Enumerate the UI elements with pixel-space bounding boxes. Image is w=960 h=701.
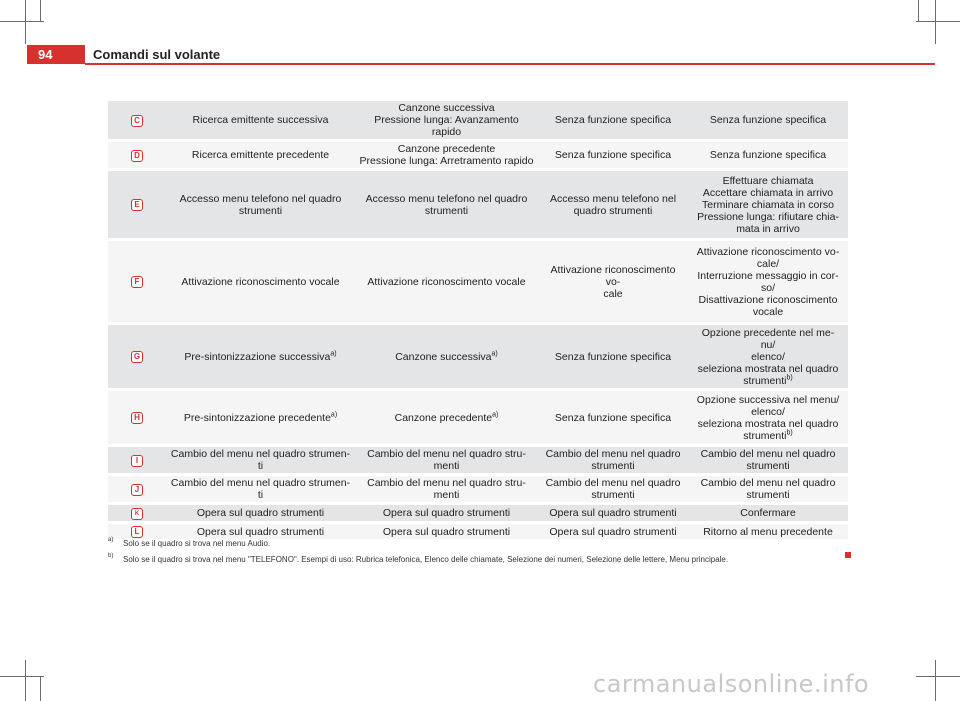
crop-mark [916,676,960,677]
page-number-box [27,45,85,64]
table-cell: Cambio del menu nel quadro stru- menti [355,447,538,476]
table-cell: Accesso menu telefono nel quadro strumenti [538,171,688,241]
table-cell: Ritorno al menu precedente [688,524,848,542]
table-cell: Pre-sintonizzazione precedente$^{a)}$ [166,391,355,447]
table-cell: Confermare [688,505,848,524]
control-key-badge: C [131,115,143,127]
page-number: 94 [38,47,53,62]
footnote-text: Solo se il quadro si trova nel menu Audio. [123,539,271,548]
table-cell: Accesso menu telefono nel quadro strumenti [166,171,355,241]
table-cell: Cambio del menu nel quadro strumen- ti [166,476,355,505]
crop-mark [0,676,44,677]
table-cell: Cambio del menu nel quadro strumenti [688,476,848,505]
table-cell: Cambio del menu nel quadro strumen- ti [166,447,355,476]
control-key-badge: K [131,508,143,520]
section-end-marker [845,552,851,558]
table-cell: Senza funzione specifica [688,101,848,142]
table-cell: Opera sul quadro strumenti [355,524,538,542]
table-cell: Attivazione riconoscimento vocale [355,241,538,325]
table-row [108,447,848,476]
table-cell: Opera sul quadro strumenti [538,505,688,524]
controls-table [108,101,848,542]
control-key-badge: J [131,484,143,496]
table-row [108,101,848,142]
table-row [108,171,848,241]
table-row [108,505,848,524]
footnote-mark: a) [108,537,114,543]
table-row [108,391,848,447]
control-key-badge: I [131,455,143,467]
crop-mark [40,676,41,701]
table-cell: Accesso menu telefono nel quadro strumenti [355,171,538,241]
crop-mark [935,0,936,44]
table-cell: Effettuare chiamata Accettare chiamata in arrivo Terminare chiamata in corso Pressione lunga: rifiutare chia- mata in arrivo [688,171,848,241]
table-cell: Senza funzione specifica [538,142,688,171]
table-cell: Attivazione riconoscimento vo- cale [538,241,688,325]
table-cell: Pre-sintonizzazione successiva$^{a)}$ [166,325,355,391]
table-cell: Canzone precedente$^{a)}$ [355,391,538,447]
control-key-badge: E [131,199,143,211]
table-cell: Canzone successiva$^{a)}$ [355,325,538,391]
table-cell: Ricerca emittente successiva [166,101,355,142]
table-cell: Canzone successiva Pressione lunga: Avanzamento rapido [355,101,538,142]
crop-mark [916,21,960,22]
table-cell: Senza funzione specifica [538,391,688,447]
table-cell: Senza funzione specifica [688,142,848,171]
table-row [108,142,848,171]
table-cell: Opzione precedente nel me- nu/ elenco/ seleziona mostrata nel quadro strumenti$^{b)}$ [688,325,848,391]
control-key-badge: L [131,526,143,538]
control-key-badge: D [131,150,143,162]
page-title: Comandi sul volante [93,47,221,62]
crop-mark [935,660,936,701]
table-cell: Opera sul quadro strumenti [166,505,355,524]
crop-mark [25,0,26,44]
table-row [108,325,848,391]
table-cell: Attivazione riconoscimento vocale [166,241,355,325]
table-cell: Cambio del menu nel quadro strumenti [688,447,848,476]
crop-mark [0,21,44,22]
footnote-mark: b) [108,553,114,559]
table-cell: Cambio del menu nel quadro strumenti [538,447,688,476]
header-rule [85,63,935,65]
footnote-text: Solo se il quadro si trova nel menu "TELEFONO". Esempi di uso: Rubrica telefonica, Elenco delle chiamate, Selezione dei numeri, Selezione delle lettere, Menu principale. [123,555,729,564]
table-cell: Cambio del menu nel quadro strumenti [538,476,688,505]
table-row [108,241,848,325]
table-cell: Opera sul quadro strumenti [355,505,538,524]
table-cell: Ricerca emittente precedente [166,142,355,171]
table-cell: Opzione successiva nel menu/ elenco/ seleziona mostrata nel quadro strumenti$^{b)}$ [688,391,848,447]
table-cell: Cambio del menu nel quadro stru- menti [355,476,538,505]
footnote [108,553,868,569]
table-cell: Senza funzione specifica [538,101,688,142]
table-row [108,476,848,505]
crop-mark [40,0,41,22]
table-cell: Canzone precedente Pressione lunga: Arretramento rapido [355,142,538,171]
control-key-badge: G [131,351,143,363]
watermark: carmanualsonline.info [593,670,870,698]
control-key-badge: H [131,412,143,424]
footnotes [108,537,868,569]
table-cell: Senza funzione specifica [538,325,688,391]
footnote [108,537,868,553]
table-cell: Opera sul quadro strumenti [166,524,355,542]
table-cell: Attivazione riconoscimento vo- cale/ Interruzione messaggio in cor- so/ Disattivazione riconoscimento vocale [688,241,848,325]
crop-mark [25,660,26,701]
control-key-badge: F [131,276,143,288]
table-cell: Opera sul quadro strumenti [538,524,688,542]
crop-mark [918,0,919,22]
